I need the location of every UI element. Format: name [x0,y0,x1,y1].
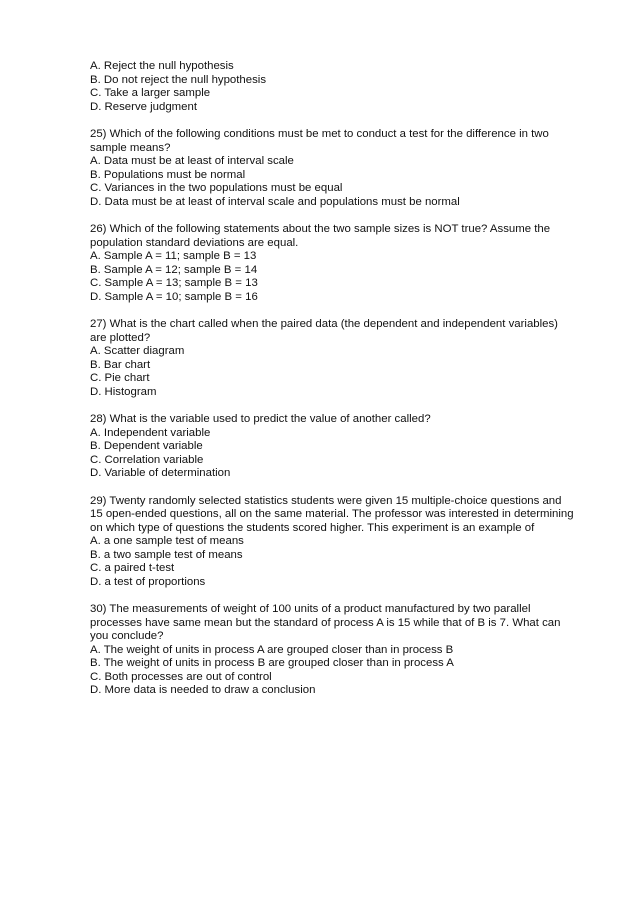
answer-option: D. Reserve judgment [90,100,197,113]
answer-option: A. a one sample test of means [90,535,244,547]
answer-option: A. The weight of units in process A are grouped closer than in process B [90,643,454,656]
answer-option: A. Reject the null hypothesis [90,60,234,72]
answer-option: D. Variable of determination [90,467,231,479]
question-block-26 [90,223,600,304]
answer-option: C. Correlation variable [90,453,204,466]
question-text: sample means? [90,141,171,154]
question-text: 25) Which of the following conditions must be met to conduct a test for the difference in two [90,128,549,140]
question-block-27 [90,318,600,399]
answer-option: C. Take a larger sample [90,87,211,99]
question-text: processes have same mean but the standard of process A is 15 while that of B is 7. What can [90,616,561,629]
answer-option: D. More data is needed to draw a conclusion [90,684,316,696]
answer-option: D. Histogram [90,385,157,398]
answer-option: B. The weight of units in process B are grouped closer than in process A [90,657,454,669]
answer-option: D. Data must be at least of interval scale and populations must be normal [90,195,460,208]
question-text: you conclude? [90,630,164,642]
answer-option: B. Dependent variable [90,440,203,452]
question-text: on which type of questions the students scored higher. This experiment is an example of [90,521,535,534]
answer-option: B. Do not reject the null hypothesis [90,73,267,86]
question-block-29 [90,495,600,590]
answer-option: C. Pie chart [90,372,150,384]
question-text: population standard deviations are equal. [90,236,299,249]
question-text: 26) Which of the following statements about the two sample sizes is NOT true? Assume the [90,223,551,235]
question-text: 27) What is the chart called when the paired data (the dependent and independent variables) [90,318,558,330]
answer-option: A. Data must be at least of interval scale [90,155,294,167]
question-text: 30) The measurements of weight of 100 units of a product manufactured by two parallel [90,603,531,615]
question-text: are plotted? [90,331,151,344]
question-block-24 [90,60,600,114]
answer-option: B. a two sample test of means [90,548,243,561]
answer-option: C. Sample A = 13; sample B = 13 [90,277,258,289]
answer-option: A. Scatter diagram [90,345,185,357]
question-text: 15 open-ended questions, all on the same material. The professor was interested in determining [90,508,574,520]
question-text: 28) What is the variable used to predict the value of another called? [90,413,431,425]
question-block-28 [90,413,600,481]
document-page [90,60,600,712]
answer-option: B. Sample A = 12; sample B = 14 [90,263,258,276]
answer-option: C. a paired t-test [90,562,175,574]
answer-option: A. Independent variable [90,426,211,439]
answer-option: C. Variances in the two populations must be equal [90,182,343,194]
answer-option: B. Populations must be normal [90,168,246,181]
answer-option: D. a test of proportions [90,575,206,588]
answer-option: B. Bar chart [90,358,151,371]
question-block-30 [90,603,600,698]
answer-option: D. Sample A = 10; sample B = 16 [90,290,258,303]
answer-option: C. Both processes are out of control [90,670,272,683]
question-text: 29) Twenty randomly selected statistics students were given 15 multiple-choice questions and [90,494,562,507]
answer-option: A. Sample A = 11; sample B = 13 [90,250,257,262]
question-block-25 [90,128,600,209]
